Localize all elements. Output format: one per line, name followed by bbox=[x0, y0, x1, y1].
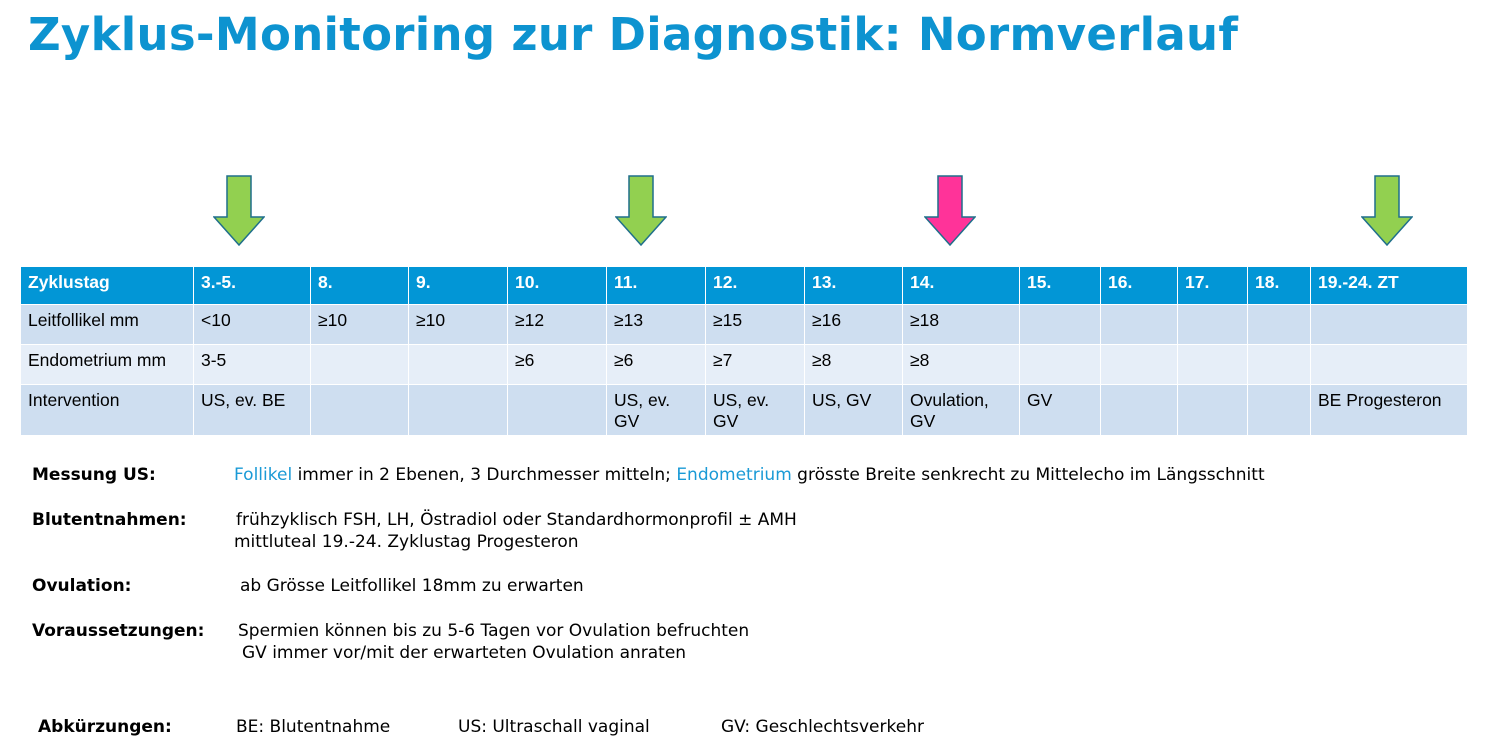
header-cell: 19.-24. ZT bbox=[1311, 267, 1468, 305]
header-cell: 12. bbox=[706, 267, 805, 305]
table-cell bbox=[1101, 345, 1178, 385]
table-cell bbox=[1248, 345, 1311, 385]
table-cell: ≥13 bbox=[607, 305, 706, 345]
table-cell: US, GV bbox=[805, 385, 903, 436]
table-cell: 3-5 bbox=[194, 345, 311, 385]
green-arrow-day-3-5 bbox=[213, 175, 265, 247]
table-cell: GV bbox=[1020, 385, 1101, 436]
table-cell: ≥16 bbox=[805, 305, 903, 345]
header-cell: 15. bbox=[1020, 267, 1101, 305]
table-cell: US, ev. GV bbox=[607, 385, 706, 436]
messung-label: Messung US: bbox=[32, 465, 156, 485]
header-cell: 11. bbox=[607, 267, 706, 305]
ovulation-text: ab Grösse Leitfollikel 18mm zu erwarten bbox=[240, 576, 584, 596]
header-cell: 17. bbox=[1178, 267, 1248, 305]
voraussetzungen-line-2: GV immer vor/mit der erwarteten Ovulation anraten bbox=[242, 643, 687, 663]
table-cell bbox=[311, 385, 409, 436]
table-row-leitfollikel bbox=[21, 305, 1468, 345]
header-cell: 13. bbox=[805, 267, 903, 305]
cycle-table bbox=[20, 266, 1468, 436]
header-cell: 18. bbox=[1248, 267, 1311, 305]
page-title: Zyklus-Monitoring zur Diagnostik: Normverlauf bbox=[28, 8, 1239, 61]
table-cell: US, ev. GV bbox=[706, 385, 805, 436]
table-cell: ≥12 bbox=[508, 305, 607, 345]
blutentnahmen-line-2: mittluteal 19.-24. Zyklustag Progesteron bbox=[234, 532, 579, 552]
abkuerzung-gv: GV: Geschlechtsverkehr bbox=[721, 717, 924, 737]
table-cell: ≥15 bbox=[706, 305, 805, 345]
table-cell bbox=[1101, 305, 1178, 345]
messung-text bbox=[234, 464, 1265, 486]
endometrium-term: Endometrium bbox=[676, 465, 792, 485]
table-cell: ≥6 bbox=[508, 345, 607, 385]
row-label: Intervention bbox=[21, 385, 194, 436]
table-cell bbox=[1248, 305, 1311, 345]
table-header-row bbox=[21, 267, 1468, 305]
table-cell bbox=[1101, 385, 1178, 436]
table-cell bbox=[1178, 385, 1248, 436]
abkuerzung-us: US: Ultraschall vaginal bbox=[458, 717, 650, 737]
table-cell bbox=[1178, 345, 1248, 385]
table-cell bbox=[1178, 305, 1248, 345]
table-cell bbox=[1248, 385, 1311, 436]
table-cell bbox=[508, 385, 607, 436]
table-row-intervention bbox=[21, 385, 1468, 436]
abkuerzungen-label: Abkürzungen: bbox=[38, 717, 172, 737]
table-cell: ≥8 bbox=[805, 345, 903, 385]
table-cell bbox=[1311, 345, 1468, 385]
table-cell: ≥6 bbox=[607, 345, 706, 385]
green-arrow-day-11 bbox=[615, 175, 667, 247]
header-cell: Zyklustag bbox=[21, 267, 194, 305]
table-cell: BE Progesteron bbox=[1311, 385, 1468, 436]
blutentnahmen-line-1: frühzyklisch FSH, LH, Östradiol oder Standardhormonprofil ± AMH bbox=[236, 510, 797, 530]
header-cell: 8. bbox=[311, 267, 409, 305]
magenta-arrow-day-14 bbox=[924, 175, 976, 247]
table-cell: ≥10 bbox=[409, 305, 508, 345]
voraussetzungen-label: Voraussetzungen: bbox=[32, 621, 205, 641]
header-cell: 10. bbox=[508, 267, 607, 305]
messung-text-2: grösste Breite senkrecht zu Mittelecho im Längsschnitt bbox=[791, 465, 1265, 485]
header-cell: 14. bbox=[903, 267, 1020, 305]
table-cell bbox=[409, 345, 508, 385]
row-label: Endometrium mm bbox=[21, 345, 194, 385]
table-cell bbox=[311, 345, 409, 385]
table-cell bbox=[409, 385, 508, 436]
table-cell bbox=[1311, 305, 1468, 345]
table-cell: ≥7 bbox=[706, 345, 805, 385]
header-cell: 16. bbox=[1101, 267, 1178, 305]
table-cell: Ovulation, GV bbox=[903, 385, 1020, 436]
follikel-term: Follikel bbox=[234, 465, 293, 485]
table-cell: <10 bbox=[194, 305, 311, 345]
table-cell: ≥8 bbox=[903, 345, 1020, 385]
header-cell: 9. bbox=[409, 267, 508, 305]
table-cell bbox=[1020, 305, 1101, 345]
table-cell: US, ev. BE bbox=[194, 385, 311, 436]
table-cell bbox=[1020, 345, 1101, 385]
messung-text-1: immer in 2 Ebenen, 3 Durchmesser mitteln; bbox=[292, 465, 677, 485]
green-arrow-day-19-24 bbox=[1361, 175, 1413, 247]
blutentnahmen-label: Blutentnahmen: bbox=[32, 510, 187, 530]
abkuerzung-be: BE: Blutentnahme bbox=[236, 717, 391, 737]
ovulation-label: Ovulation: bbox=[32, 576, 132, 596]
table-row-endometrium bbox=[21, 345, 1468, 385]
table-cell: ≥18 bbox=[903, 305, 1020, 345]
voraussetzungen-line-1: Spermien können bis zu 5-6 Tagen vor Ovulation befruchten bbox=[238, 621, 750, 641]
table-cell: ≥10 bbox=[311, 305, 409, 345]
row-label: Leitfollikel mm bbox=[21, 305, 194, 345]
header-cell: 3.-5. bbox=[194, 267, 311, 305]
